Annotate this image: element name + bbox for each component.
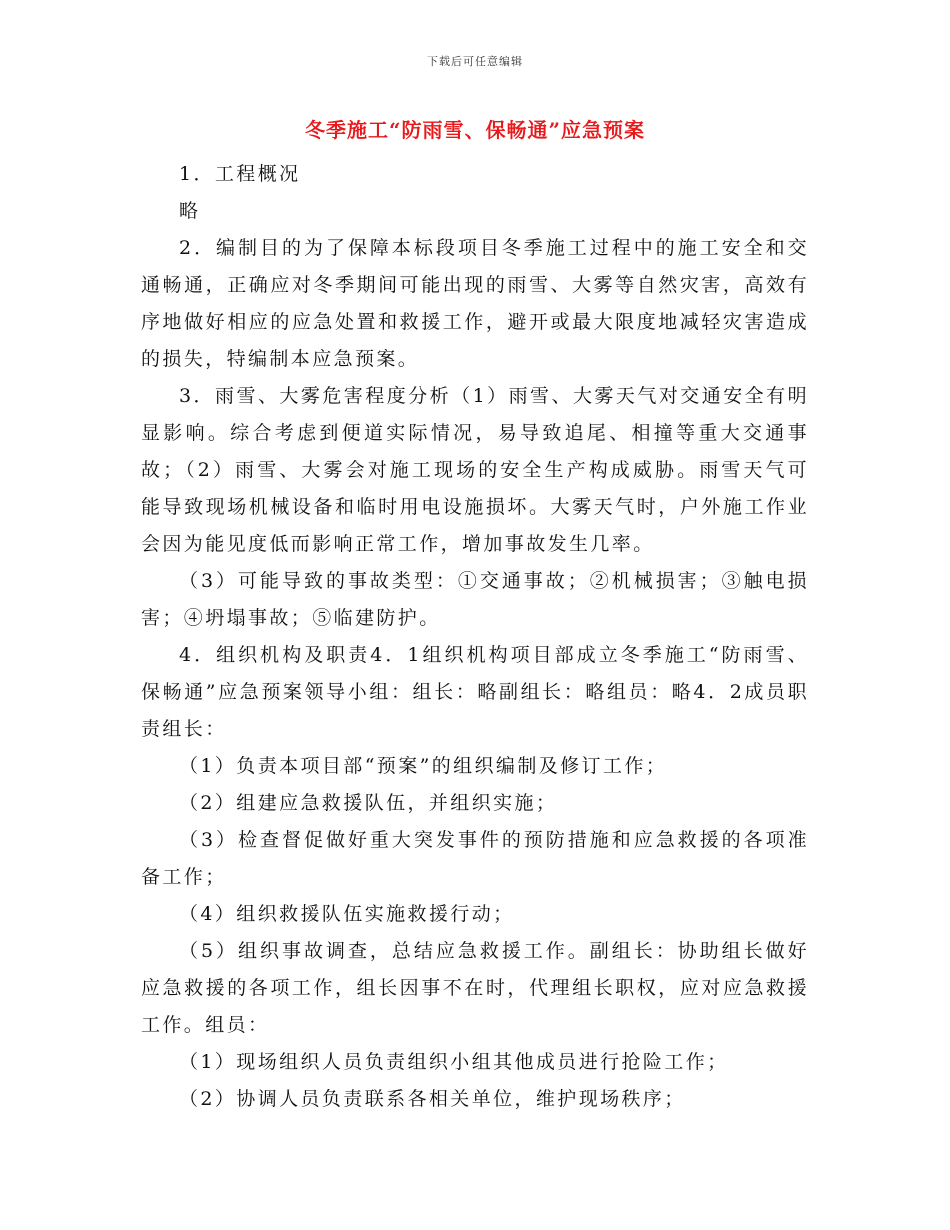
duty-item-1: （1）负责本项目部“预案”的组织编制及修订工作； bbox=[179, 755, 668, 777]
duty-item-4: （4）组织救援队伍实施救援行动； bbox=[179, 903, 515, 925]
section-3-paragraph: 3．雨雪、大雾危害程度分析（1）雨雪、大雾天气对交通安全有明显影响。综合考虑到便道实际情况，易导致追尾、相撞等重大交通事故；（2）雨雪、大雾会对施工现场的安全生产构成威胁。雨雪天气可能导致现场机械设备和临时用电设施损坏。大雾天气时，户外施工作业会因为能见度低而影响正常工作，增加事故发生几率。 bbox=[141, 385, 809, 555]
section-4-paragraph: 4．组织机构及职责4．1组织机构项目部成立冬季施工“防雨雪、保畅通”应急预案领导小组：组长：略副组长：略组员：略4．2成员职责组长： bbox=[141, 644, 809, 740]
accident-types-paragraph: （3）可能导致的事故类型：①交通事故；②机械损害；③触电损害；④坍塌事故；⑤临建防护。 bbox=[141, 570, 809, 629]
section-1-content: 略 bbox=[179, 200, 201, 222]
duty-item-5: （5）组织事故调查，总结应急救援工作。副组长：协助组长做好应急救援的各项工作，组长因事不在时，代理组长职权，应对应急救援工作。组员： bbox=[141, 940, 809, 1036]
section-2-paragraph: 2．编制目的为了保障本标段项目冬季施工过程中的施工安全和交通畅通，正确应对冬季期间可能出现的雨雪、大雾等自然灾害，高效有序地做好相应的应急处置和救援工作，避开或最大限度地减轻灾害造成的损失，特编制本应急预案。 bbox=[141, 237, 809, 370]
member-duty-item-1: （1）现场组织人员负责组织小组其他成员进行抢险工作； bbox=[179, 1051, 729, 1073]
section-1-heading: 1．工程概况 bbox=[179, 163, 301, 185]
member-duty-item-2: （2）协调人员负责联系各相关单位，维护现场秩序； bbox=[179, 1088, 686, 1110]
page-header-note: 下载后可任意编辑 bbox=[427, 55, 523, 68]
duty-item-2: （2）组建应急救援队伍，并组织实施； bbox=[179, 792, 558, 814]
duty-item-3: （3）检查督促做好重大突发事件的预防措施和应急救援的各项准备工作； bbox=[141, 829, 809, 888]
document-body bbox=[141, 156, 809, 1118]
document-title: 冬季施工“防雨雪、保畅通”应急预案 bbox=[304, 118, 645, 142]
